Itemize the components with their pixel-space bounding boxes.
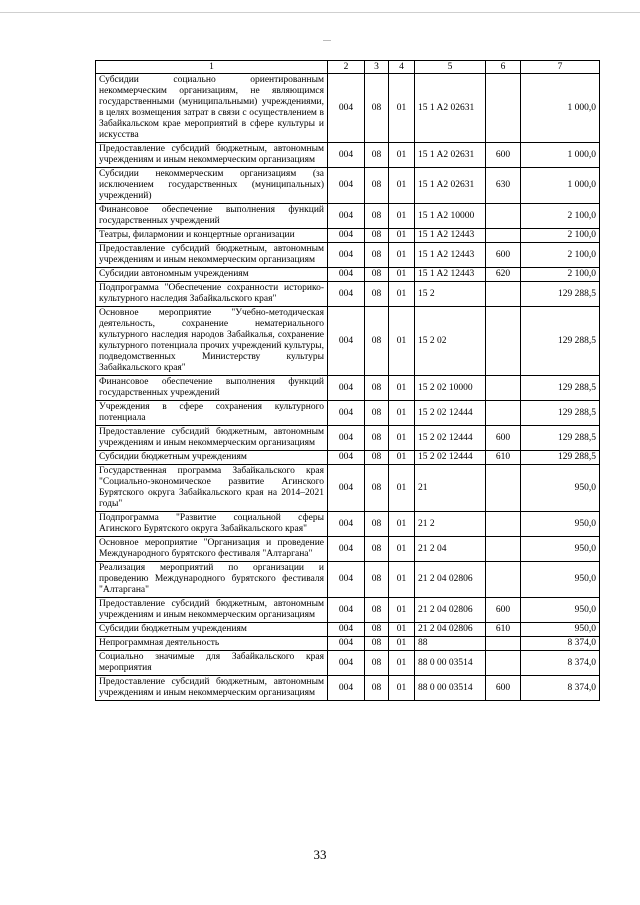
row-name-cell: Социально значимые для Забайкальского края мероприятия — [96, 651, 328, 676]
row-target-cell: 21 — [415, 465, 486, 512]
row-ministry-cell: 004 — [328, 651, 365, 676]
table-row — [96, 637, 600, 651]
row-name-cell: Государственная программа Забайкальского края "Социально-экономическое развитие Агинского Бурятского округа Забайкальского края на 2014–2021 годы" — [96, 465, 328, 512]
table-row — [96, 598, 600, 623]
row-type-cell: 600 — [486, 426, 521, 451]
row-amount-cell: 1 000,0 — [521, 74, 600, 143]
row-ministry-cell: 004 — [328, 537, 365, 562]
row-subsection-cell: 01 — [389, 598, 415, 623]
row-ministry-cell: 004 — [328, 376, 365, 401]
row-subsection-cell: 01 — [389, 401, 415, 426]
table-row — [96, 204, 600, 229]
row-ministry-cell: 004 — [328, 623, 365, 637]
row-subsection-cell: 01 — [389, 465, 415, 512]
row-name-cell: Подпрограмма "Обеспечение сохранности историко-культурного наследия Забайкальского края" — [96, 282, 328, 307]
row-section-cell: 08 — [365, 168, 389, 204]
row-target-cell: 15 1 A2 12443 — [415, 243, 486, 268]
row-amount-cell: 129 288,5 — [521, 401, 600, 426]
row-section-cell: 08 — [365, 451, 389, 465]
row-type-cell: 600 — [486, 598, 521, 623]
row-amount-cell: 2 100,0 — [521, 268, 600, 282]
row-target-cell: 15 1 A2 12443 — [415, 229, 486, 243]
row-name-cell: Субсидии бюджетным учреждениям — [96, 451, 328, 465]
row-section-cell: 08 — [365, 282, 389, 307]
col-header-7: 7 — [521, 61, 600, 74]
row-type-cell: 600 — [486, 243, 521, 268]
row-type-cell — [486, 651, 521, 676]
table-body — [96, 74, 600, 701]
row-target-cell: 15 1 A2 02631 — [415, 74, 486, 143]
row-ministry-cell: 004 — [328, 307, 365, 376]
row-amount-cell: 1 000,0 — [521, 143, 600, 168]
row-subsection-cell: 01 — [389, 307, 415, 376]
row-subsection-cell: 01 — [389, 562, 415, 598]
row-name-cell: Предоставление субсидий бюджетным, автономным учреждениям и иным некоммерческим организациям — [96, 676, 328, 701]
row-name-cell: Субсидии бюджетным учреждениям — [96, 623, 328, 637]
row-target-cell: 15 1 A2 12443 — [415, 268, 486, 282]
row-amount-cell: 950,0 — [521, 465, 600, 512]
table-row — [96, 512, 600, 537]
row-target-cell: 15 2 — [415, 282, 486, 307]
table-row — [96, 168, 600, 204]
row-target-cell: 21 2 04 02806 — [415, 598, 486, 623]
table-row — [96, 282, 600, 307]
row-type-cell: 620 — [486, 268, 521, 282]
row-type-cell — [486, 282, 521, 307]
table-row — [96, 676, 600, 701]
row-target-cell: 15 2 02 12444 — [415, 426, 486, 451]
row-subsection-cell: 01 — [389, 143, 415, 168]
row-section-cell: 08 — [365, 623, 389, 637]
row-target-cell: 15 1 A2 02631 — [415, 168, 486, 204]
row-target-cell: 88 0 00 03514 — [415, 676, 486, 701]
row-amount-cell: 2 100,0 — [521, 229, 600, 243]
row-amount-cell: 129 288,5 — [521, 376, 600, 401]
row-amount-cell: 950,0 — [521, 562, 600, 598]
row-subsection-cell: 01 — [389, 229, 415, 243]
row-ministry-cell: 004 — [328, 401, 365, 426]
row-section-cell: 08 — [365, 243, 389, 268]
row-section-cell: 08 — [365, 268, 389, 282]
row-subsection-cell: 01 — [389, 376, 415, 401]
table-row — [96, 451, 600, 465]
table-row — [96, 143, 600, 168]
row-section-cell: 08 — [365, 74, 389, 143]
budget-table — [95, 60, 600, 701]
row-target-cell: 21 2 04 — [415, 537, 486, 562]
row-section-cell: 08 — [365, 537, 389, 562]
row-section-cell: 08 — [365, 651, 389, 676]
row-name-cell: Предоставление субсидий бюджетным, автономным учреждениям и иным некоммерческим организациям — [96, 426, 328, 451]
row-name-cell: Предоставление субсидий бюджетным, автономным учреждениям и иным некоммерческим организациям — [96, 243, 328, 268]
row-target-cell: 88 0 00 03514 — [415, 651, 486, 676]
row-ministry-cell: 004 — [328, 451, 365, 465]
row-type-cell — [486, 376, 521, 401]
table-row — [96, 651, 600, 676]
row-type-cell: 600 — [486, 143, 521, 168]
row-ministry-cell: 004 — [328, 74, 365, 143]
row-type-cell: 630 — [486, 168, 521, 204]
row-type-cell: 610 — [486, 451, 521, 465]
row-type-cell — [486, 512, 521, 537]
row-section-cell: 08 — [365, 229, 389, 243]
row-amount-cell: 950,0 — [521, 598, 600, 623]
row-target-cell: 21 2 04 02806 — [415, 623, 486, 637]
row-target-cell: 15 2 02 12444 — [415, 401, 486, 426]
row-subsection-cell: 01 — [389, 268, 415, 282]
row-type-cell — [486, 74, 521, 143]
row-name-cell: Субсидии некоммерческим организациям (за исключением государственных (муниципальных) учреждений) — [96, 168, 328, 204]
row-amount-cell: 1 000,0 — [521, 168, 600, 204]
row-type-cell: 600 — [486, 676, 521, 701]
row-name-cell: Предоставление субсидий бюджетным, автономным учреждениям и иным некоммерческим организациям — [96, 143, 328, 168]
row-name-cell: Основное мероприятие "Учебно-методическая деятельность, сохранение нематериального культурного наследия народов Забайкалья, сохранение культурного потенциала прочих учреждений культуры, подведомственных Министерству культуры Забайкальского края" — [96, 307, 328, 376]
row-target-cell: 15 1 A2 02631 — [415, 143, 486, 168]
row-ministry-cell: 004 — [328, 268, 365, 282]
row-subsection-cell: 01 — [389, 637, 415, 651]
row-type-cell: 610 — [486, 623, 521, 637]
row-section-cell: 08 — [365, 676, 389, 701]
row-subsection-cell: 01 — [389, 204, 415, 229]
table-row — [96, 465, 600, 512]
row-amount-cell: 129 288,5 — [521, 307, 600, 376]
row-name-cell: Реализация мероприятий по организации и проведению Международного бурятского фестиваля "Алтаргана" — [96, 562, 328, 598]
row-amount-cell: 950,0 — [521, 512, 600, 537]
row-ministry-cell: 004 — [328, 465, 365, 512]
row-name-cell: Основное мероприятие "Организация и проведение Международного бурятского фестиваля "Алтаргана" — [96, 537, 328, 562]
row-ministry-cell: 004 — [328, 676, 365, 701]
row-ministry-cell: 004 — [328, 637, 365, 651]
row-section-cell: 08 — [365, 637, 389, 651]
row-section-cell: 08 — [365, 376, 389, 401]
row-type-cell — [486, 307, 521, 376]
row-amount-cell: 2 100,0 — [521, 204, 600, 229]
row-ministry-cell: 004 — [328, 168, 365, 204]
row-name-cell: Предоставление субсидий бюджетным, автономным учреждениям и иным некоммерческим организациям — [96, 598, 328, 623]
col-header-5: 5 — [415, 61, 486, 74]
row-target-cell: 15 2 02 — [415, 307, 486, 376]
row-type-cell — [486, 637, 521, 651]
row-type-cell — [486, 562, 521, 598]
row-subsection-cell: 01 — [389, 74, 415, 143]
row-amount-cell: 8 374,0 — [521, 651, 600, 676]
row-type-cell — [486, 204, 521, 229]
row-target-cell: 15 2 02 12444 — [415, 451, 486, 465]
row-amount-cell: 950,0 — [521, 537, 600, 562]
row-amount-cell: 129 288,5 — [521, 426, 600, 451]
row-type-cell — [486, 537, 521, 562]
row-amount-cell: 2 100,0 — [521, 243, 600, 268]
row-amount-cell: 8 374,0 — [521, 676, 600, 701]
row-target-cell: 21 2 04 02806 — [415, 562, 486, 598]
row-section-cell: 08 — [365, 465, 389, 512]
row-type-cell — [486, 229, 521, 243]
table-row — [96, 74, 600, 143]
row-type-cell — [486, 401, 521, 426]
row-type-cell — [486, 465, 521, 512]
row-subsection-cell: 01 — [389, 623, 415, 637]
table-row — [96, 562, 600, 598]
table-row — [96, 229, 600, 243]
row-subsection-cell: 01 — [389, 676, 415, 701]
table-row — [96, 623, 600, 637]
row-amount-cell: 129 288,5 — [521, 451, 600, 465]
row-subsection-cell: 01 — [389, 651, 415, 676]
table-row — [96, 243, 600, 268]
table-row — [96, 537, 600, 562]
row-name-cell: Учреждения в сфере сохранения культурного потенциала — [96, 401, 328, 426]
row-section-cell: 08 — [365, 307, 389, 376]
row-ministry-cell: 004 — [328, 512, 365, 537]
row-name-cell: Театры, филармонии и концертные организации — [96, 229, 328, 243]
row-section-cell: 08 — [365, 401, 389, 426]
row-name-cell: Субсидии социально ориентированным некоммерческим организациям, не являющимся государственными (муниципальными) учреждениями, в целях возмещения затрат в связи с осуществлением в Забайкальском крае мероприятий в сфере культуры и искусства — [96, 74, 328, 143]
row-name-cell: Финансовое обеспечение выполнения функций государственных учреждений — [96, 204, 328, 229]
table-row — [96, 426, 600, 451]
row-target-cell: 15 2 02 10000 — [415, 376, 486, 401]
row-amount-cell: 8 374,0 — [521, 637, 600, 651]
col-header-3: 3 — [365, 61, 389, 74]
table-row — [96, 401, 600, 426]
row-ministry-cell: 004 — [328, 229, 365, 243]
row-ministry-cell: 004 — [328, 143, 365, 168]
header-row — [96, 61, 600, 74]
row-subsection-cell: 01 — [389, 451, 415, 465]
scan-mark — [323, 40, 331, 41]
row-subsection-cell: 01 — [389, 243, 415, 268]
scan-edge-line — [0, 12, 640, 13]
row-subsection-cell: 01 — [389, 282, 415, 307]
row-name-cell: Субсидии автономным учреждениям — [96, 268, 328, 282]
row-target-cell: 21 2 — [415, 512, 486, 537]
row-ministry-cell: 004 — [328, 243, 365, 268]
row-ministry-cell: 004 — [328, 282, 365, 307]
row-name-cell: Непрограммная деятельность — [96, 637, 328, 651]
row-subsection-cell: 01 — [389, 168, 415, 204]
row-ministry-cell: 004 — [328, 598, 365, 623]
col-header-4: 4 — [389, 61, 415, 74]
row-section-cell: 08 — [365, 426, 389, 451]
row-subsection-cell: 01 — [389, 512, 415, 537]
row-section-cell: 08 — [365, 512, 389, 537]
row-name-cell: Подпрограмма "Развитие социальной сферы Агинского Бурятского округа Забайкальского края" — [96, 512, 328, 537]
row-subsection-cell: 01 — [389, 537, 415, 562]
row-name-cell: Финансовое обеспечение выполнения функций государственных учреждений — [96, 376, 328, 401]
row-section-cell: 08 — [365, 562, 389, 598]
row-ministry-cell: 004 — [328, 204, 365, 229]
page-number: 33 — [313, 847, 327, 862]
table-row — [96, 376, 600, 401]
col-header-1: 1 — [96, 61, 328, 74]
row-amount-cell: 950,0 — [521, 623, 600, 637]
table-row — [96, 307, 600, 376]
row-section-cell: 08 — [365, 143, 389, 168]
col-header-2: 2 — [328, 61, 365, 74]
row-section-cell: 08 — [365, 204, 389, 229]
row-target-cell: 15 1 A2 10000 — [415, 204, 486, 229]
row-target-cell: 88 — [415, 637, 486, 651]
row-amount-cell: 129 288,5 — [521, 282, 600, 307]
table-row — [96, 268, 600, 282]
row-section-cell: 08 — [365, 598, 389, 623]
row-subsection-cell: 01 — [389, 426, 415, 451]
col-header-6: 6 — [486, 61, 521, 74]
row-ministry-cell: 004 — [328, 426, 365, 451]
row-ministry-cell: 004 — [328, 562, 365, 598]
